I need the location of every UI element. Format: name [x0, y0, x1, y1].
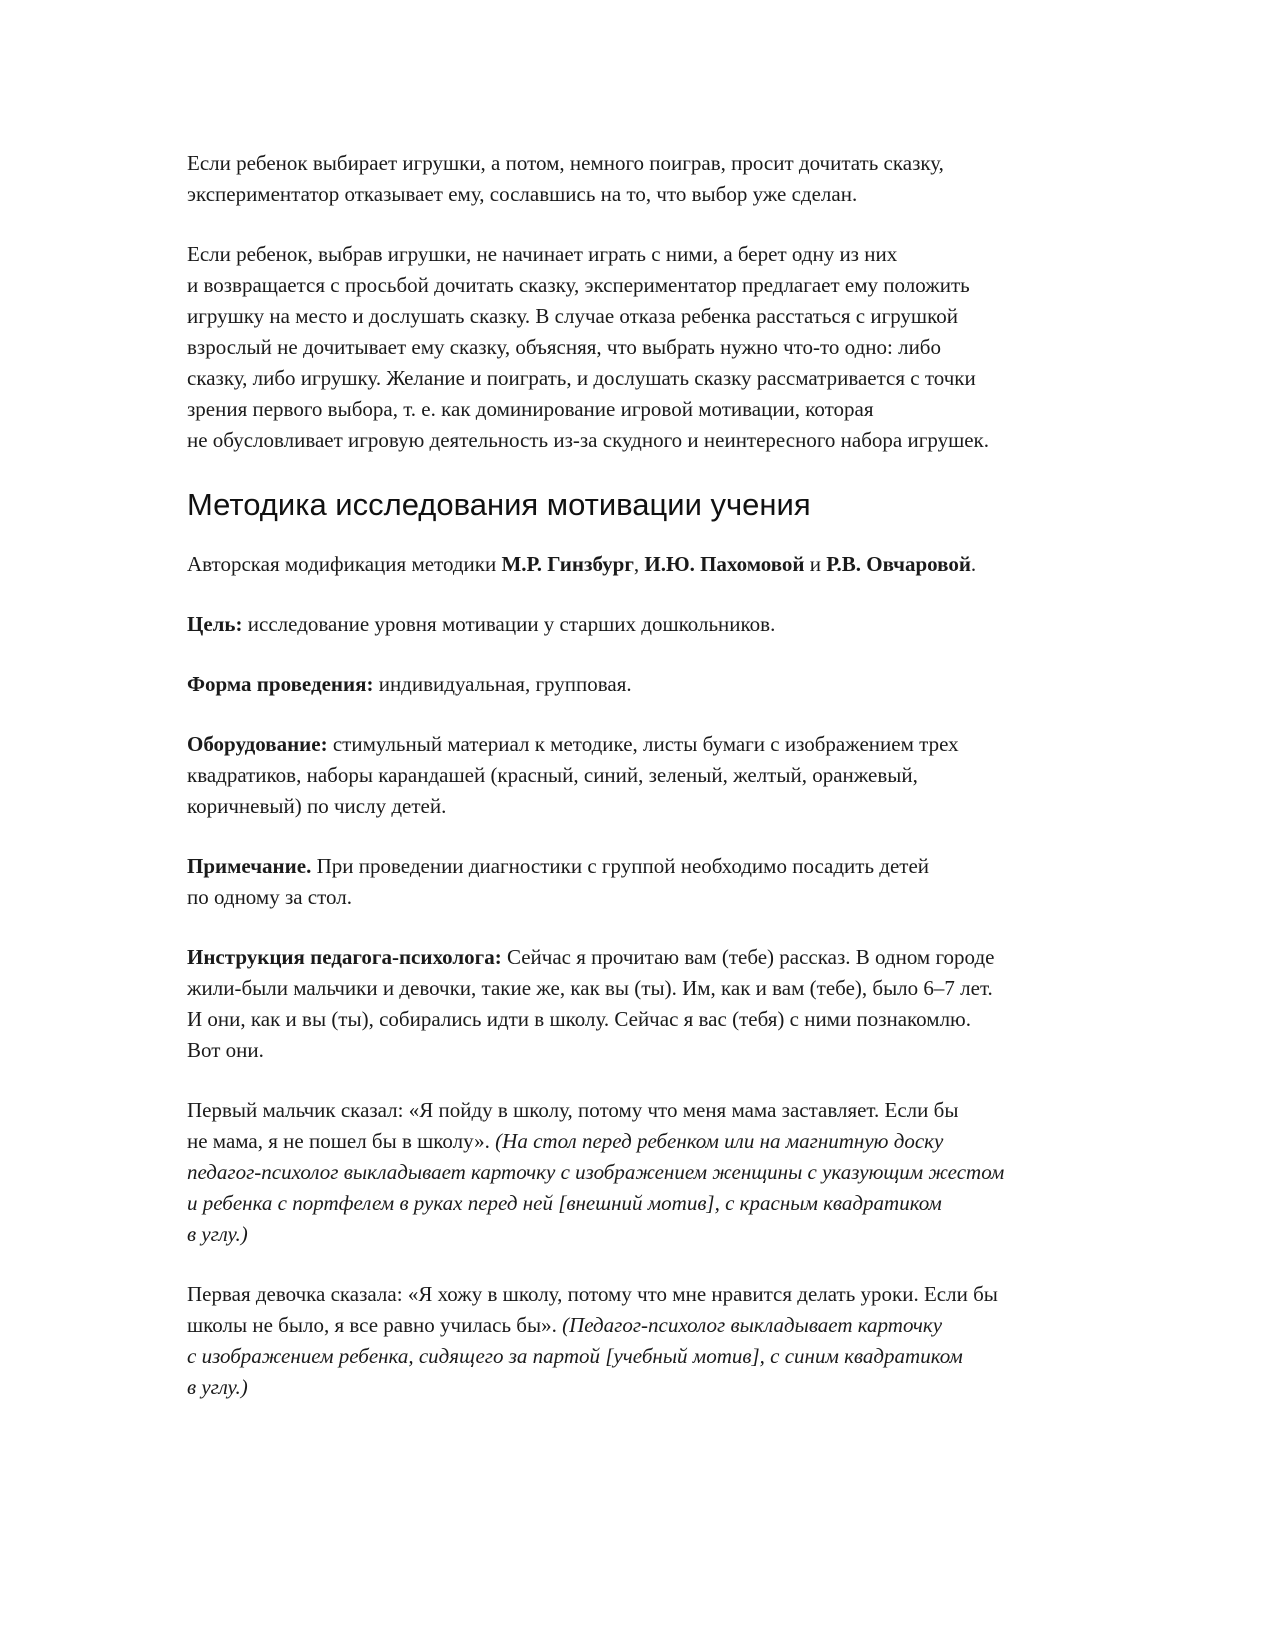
text-line: не обусловливает игровую деятельность из-за скудного и неинтересного набора игрушек.: [187, 428, 990, 452]
authors-separator: ,: [633, 552, 645, 576]
text-line: по одному за стол.: [187, 885, 352, 909]
text-line: и ребенка с портфелем в руках перед ней [внешний мотив], с красным квадратиком: [187, 1191, 942, 1215]
text-line: И они, как и вы (ты), собирались идти в школу. Сейчас я вас (тебя) с ними познакомлю.: [187, 1007, 971, 1031]
text-line: сказку, либо игрушку. Желание и поиграть, и дослушать сказку рассматривается с точки: [187, 366, 976, 390]
text-line: [187, 942, 1087, 973]
boy-stage-direction: (На стол перед ребенком или на магнитную доску: [495, 1129, 944, 1153]
instruction-label: Инструкция педагога-психолога:: [187, 945, 502, 969]
girl-quote-end: школы не было, я все равно училась бы».: [187, 1313, 563, 1337]
paragraph-note: [187, 851, 1087, 913]
paragraph-form: [187, 669, 1087, 700]
text-line: и возвращается с просьбой дочитать сказку, экспериментатор предлагает ему положить: [187, 273, 970, 297]
paragraph-goal: [187, 609, 1087, 640]
form-text: индивидуальная, групповая.: [373, 672, 632, 696]
text-line: квадратиков, наборы карандашей (красный, синий, зеленый, желтый, оранжевый,: [187, 763, 918, 787]
boy-quote-end: не мама, я не пошел бы в школу».: [187, 1129, 496, 1153]
paragraph-equipment: [187, 729, 1087, 822]
text-line: Если ребенок выбирает игрушки, а потом, немного поиграв, просит дочитать сказку,: [187, 151, 944, 175]
text-line: [187, 1310, 1087, 1341]
goal-text: исследование уровня мотивации у старших дошкольников.: [242, 612, 776, 636]
text-line: коричневый) по числу детей.: [187, 794, 447, 818]
text-line: в углу.): [187, 1375, 248, 1399]
author-pakhomova: И.Ю. Пахомовой: [644, 552, 805, 576]
text-line: [187, 851, 1087, 882]
paragraph-choice-toys: [187, 148, 1087, 210]
paragraph-instruction: [187, 942, 1087, 1066]
paragraph-refusal: [187, 239, 1087, 456]
text-line: педагог-психолог выкладывает карточку с изображением женщины с указующим жестом: [187, 1160, 1005, 1184]
authors-suffix: .: [970, 552, 977, 576]
paragraph-first-boy: [187, 1095, 1087, 1250]
text-line: Первый мальчик сказал: «Я пойду в школу, потому что меня мама заставляет. Если бы: [187, 1098, 959, 1122]
authors-separator: и: [804, 552, 827, 576]
equipment-text: стимульный материал к методике, листы бумаги с изображением трех: [327, 732, 959, 756]
paragraph-first-girl: [187, 1279, 1087, 1403]
text-line: взрослый не дочитывает ему сказку, объясняя, что выбрать нужно что-то одно: либо: [187, 335, 941, 359]
instruction-text: Сейчас я прочитаю вам (тебе) рассказ. В одном городе: [501, 945, 995, 969]
text-line: Первая девочка сказала: «Я хожу в школу, потому что мне нравится делать уроки. Если бы: [187, 1282, 998, 1306]
equipment-label: Оборудование:: [187, 732, 328, 756]
text-line: зрения первого выбора, т. е. как доминирование игровой мотивации, которая: [187, 397, 874, 421]
author-ovcharova: Р.В. Овчаровой: [826, 552, 971, 576]
text-line: жили-были мальчики и девочки, такие же, как вы (ты). Им, как и вам (тебе), было 6–7 лет.: [187, 976, 993, 1000]
goal-label: Цель:: [187, 612, 243, 636]
text-line: с изображением ребенка, сидящего за партой [учебный мотив], с синим квадратиком: [187, 1344, 963, 1368]
text-line: экспериментатор отказывает ему, сославшись на то, что выбор уже сделан.: [187, 182, 858, 206]
text-line: [187, 1126, 1087, 1157]
authors-prefix: Авторская модификация методики: [187, 552, 502, 576]
document-body: [187, 148, 1087, 1432]
text-line: Вот они.: [187, 1038, 264, 1062]
author-ginzburg: М.Р. Гинзбург: [501, 552, 634, 576]
text-line: игрушку на место и дослушать сказку. В случае отказа ребенка расстаться с игрушкой: [187, 304, 958, 328]
note-label: Примечание.: [187, 854, 312, 878]
note-text: При проведении диагностики с группой необходимо посадить детей: [311, 854, 930, 878]
text-line: [187, 729, 1087, 760]
text-line: Если ребенок, выбрав игрушки, не начинает играть с ними, а берет одну из них: [187, 242, 898, 266]
section-heading: Методика исследования мотивации учения: [187, 487, 811, 522]
form-label: Форма проведения:: [187, 672, 374, 696]
text-line: в углу.): [187, 1222, 248, 1246]
girl-stage-direction: (Педагог-психолог выкладывает карточку: [562, 1313, 943, 1337]
paragraph-authors: [187, 549, 1087, 580]
